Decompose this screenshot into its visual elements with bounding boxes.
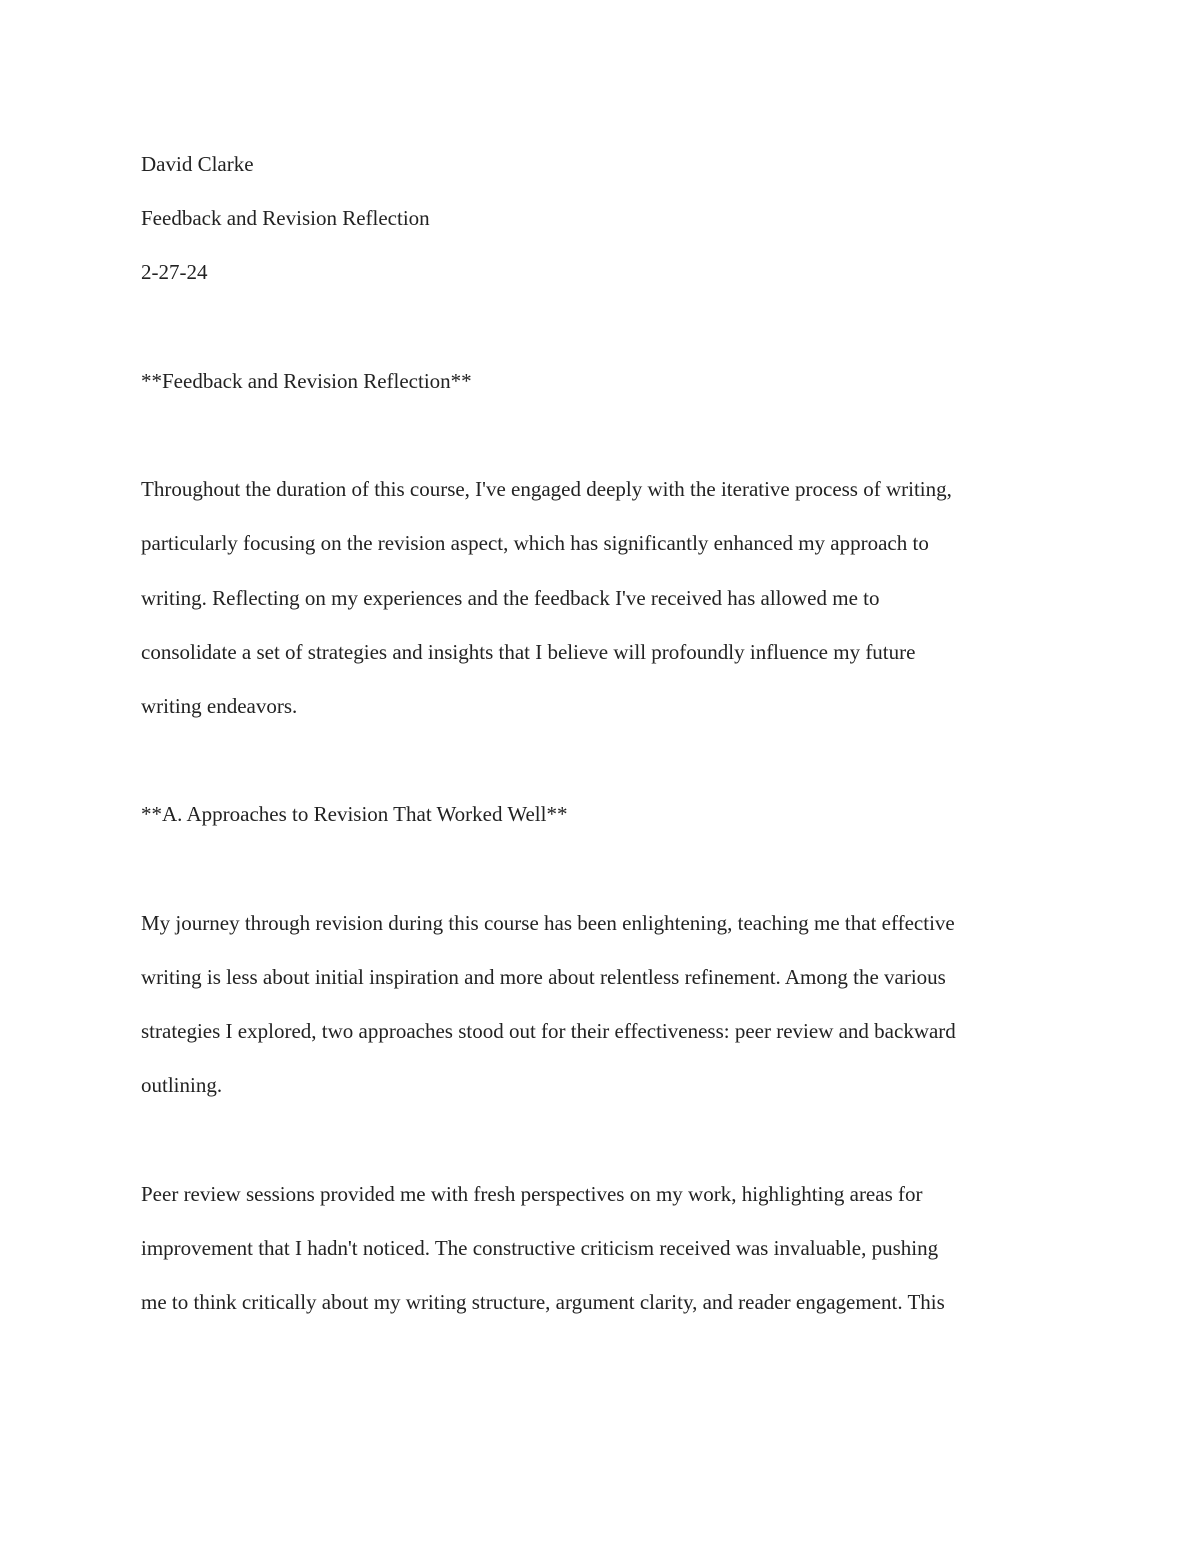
- paragraph-line: improvement that I hadn't noticed. The constructive criticism received was invaluable, pushing: [141, 1235, 939, 1260]
- paragraph-line: writing is less about initial inspiration and more about relentless refinement. Among the various: [141, 964, 946, 989]
- paragraph-line: Peer review sessions provided me with fresh perspectives on my work, highlighting areas for: [141, 1181, 923, 1206]
- paragraph-line: Throughout the duration of this course, I've engaged deeply with the iterative process of writing,: [141, 477, 952, 502]
- section-a-paragraph-2: [141, 1167, 1071, 1330]
- paragraph-line: outlining.: [141, 1073, 223, 1098]
- document-date: 2-27-24: [141, 260, 208, 285]
- author-name: David Clarke: [141, 152, 254, 176]
- paragraph-line: me to think critically about my writing structure, argument clarity, and reader engagement. This: [141, 1289, 945, 1314]
- section-a-heading: **A. Approaches to Revision That Worked Well**: [141, 802, 568, 827]
- document-body: [141, 137, 1071, 1329]
- paragraph-line: strategies I explored, two approaches stood out for their effectiveness: peer review and backward: [141, 1019, 956, 1043]
- section-a-paragraph-1: [141, 896, 1071, 1113]
- document-heading: **Feedback and Revision Reflection**: [141, 368, 472, 393]
- intro-paragraph: [141, 462, 1071, 733]
- paragraph-line: writing. Reflecting on my experiences and the feedback I've received has allowed me to: [141, 585, 880, 610]
- blank-line: [141, 841, 1071, 895]
- assignment-title: Feedback and Revision Reflection: [141, 206, 430, 231]
- blank-line: [141, 1112, 1071, 1166]
- blank-line: [141, 733, 1071, 787]
- paragraph-line: writing endeavors.: [141, 693, 298, 718]
- paragraph-line: My journey through revision during this course has been enlightening, teaching me that effective: [141, 910, 955, 935]
- paragraph-line: particularly focusing on the revision aspect, which has significantly enhanced my approach to: [141, 531, 929, 556]
- paragraph-line: consolidate a set of strategies and insights that I believe will profoundly influence my future: [141, 639, 916, 664]
- blank-line: [141, 408, 1071, 462]
- blank-line: [141, 300, 1071, 354]
